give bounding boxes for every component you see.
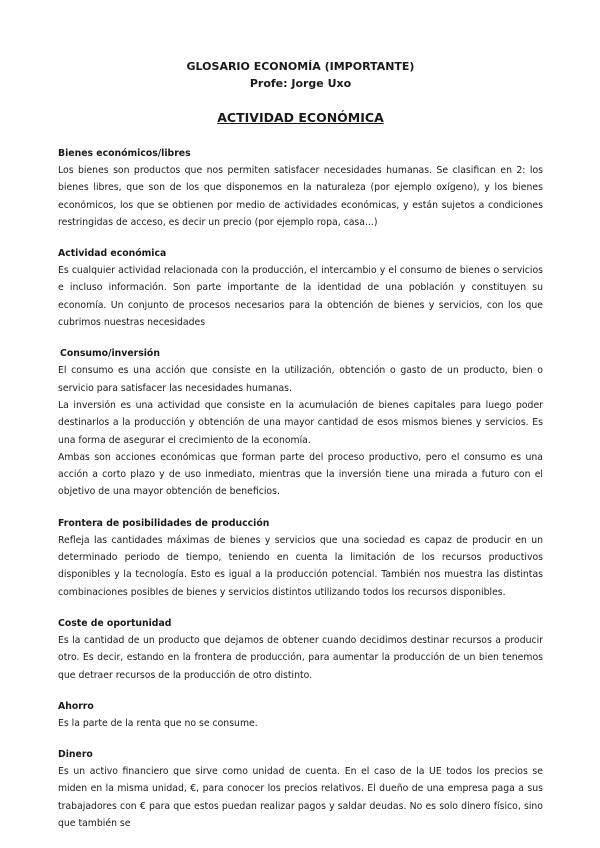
- entry-term: Actividad económica: [58, 248, 167, 260]
- entry-paragraph: Los bienes son productos que nos permiten satisfacer necesidades humanas. Se clasifican en 2: los bienes libres, que son de los que disponemos en la naturaleza (por ejemplo oxígeno), y los bienes económicos, los que se obtienen por medio de actividades económicas, y están sujetos a condiciones restringidas de acceso, es decir un precio (por ejemplo ropa, casa...): [58, 165, 543, 228]
- glossary-entry-frontera: [58, 515, 543, 601]
- glossary-entry-actividad: [58, 245, 543, 331]
- entry-paragraph: Es cualquier actividad relacionada con la producción, el intercambio y el consumo de bienes o servicios e incluso información. Son parte importante de la identidad de una población y constituyen su economía. Un conjunto de procesos necesarios para la obtención de bienes y servicios, con los que cubrimos nuestras necesidades: [58, 265, 543, 329]
- section-title: ACTIVIDAD ECONÓMICA: [217, 110, 384, 125]
- entry-term: Ahorro: [58, 700, 94, 712]
- entry-paragraph: Es un activo financiero que sirve como unidad de cuenta. En el caso de la UE todos los precios se miden en la misma unidad, €, para conocer los precios relativos. El dueño de una empresa paga a sus trabajadores con € para que estos puedan realizar pagos y saldar deudas. No es solo dinero físico, sino que también se: [58, 766, 543, 830]
- glossary-entry-coste: [58, 615, 543, 684]
- entry-paragraph: La inversión es una actividad que consiste en la acumulación de bienes capitales para luego poder destinarlos a la producción y obtención de una mayor cantidad de esos mismos bienes y servicios. Es una forma de asegurar el crecimiento de la economía.: [58, 399, 543, 446]
- document-title: GLOSARIO ECONOMÍA (IMPORTANTE): [186, 60, 415, 73]
- glossary-entry-consumo: [58, 345, 543, 500]
- glossary-entry-ahorro: [58, 698, 543, 732]
- entry-paragraph: Ambas son acciones económicas que forman parte del proceso productivo, pero el consumo es una acción a corto plazo y de uso inmediato, mientras que la inversión tiene una mirada a futuro con el objetivo de una mayor obtención de beneficios.: [58, 451, 543, 498]
- entry-term: Frontera de posibilidades de producción: [58, 517, 270, 529]
- glossary-entry-dinero: [58, 746, 543, 832]
- document-subtitle: Profe: Jorge Uxo: [249, 77, 352, 90]
- entry-term: Dinero: [58, 749, 93, 761]
- entry-term: Coste de oportunidad: [58, 617, 172, 629]
- entry-paragraph: Es la parte de la renta que no se consume.: [58, 717, 258, 729]
- entry-term: Bienes económicos/libres: [58, 148, 191, 159]
- entry-paragraph: Es la cantidad de un producto que dejamos de obtener cuando decidimos destinar recursos a producir otro. Es decir, estando en la frontera de producción, para aumentar la producción de un bien tenemos que detraer recursos de la producción de otro distinto.: [58, 634, 543, 681]
- glossary-entry-bienes: [58, 145, 543, 231]
- entry-paragraph: Refleja las cantidades máximas de bienes y servicios que una sociedad es capaz de producir en un determinado periodo de tiempo, teniendo en cuenta la limitación de los recursos productivos disponibles y la tecnología. Esto es igual a la producción potencial. También nos muestra las distintas combinaciones posibles de bienes y servicios distintos utilizando todos los recursos disponibles.: [58, 534, 543, 598]
- entry-term: Consumo/inversión: [60, 348, 160, 360]
- entry-paragraph: El consumo es una acción que consiste en la utilización, obtención o gasto de un producto, bien o servicio para satisfacer las necesidades humanas.: [58, 365, 543, 394]
